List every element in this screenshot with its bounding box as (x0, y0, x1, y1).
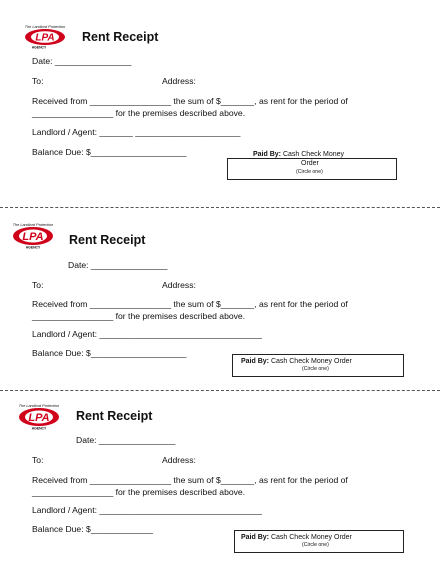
address-field: Address: (162, 455, 196, 465)
balance-due-line: Balance Due: $____________________ (32, 348, 187, 358)
svg-text:The Landlord Protection: The Landlord Protection (24, 25, 66, 29)
cut-line-1 (0, 207, 440, 208)
svg-text:AGENCY: AGENCY (25, 245, 41, 250)
receipt-title: Rent Receipt (76, 409, 153, 423)
received-from-line: Received from _________________ the sum of $_______, as rent for the period of (32, 96, 348, 106)
receipt-title: Rent Receipt (69, 233, 146, 247)
svg-text:The Landlord Protection: The Landlord Protection (12, 223, 54, 227)
to-field: To: (32, 76, 44, 86)
paid-by-options: Paid By: Cash Check Money (253, 151, 345, 158)
receipt-title: Rent Receipt (82, 30, 159, 44)
cut-line-2 (0, 390, 440, 391)
svg-text:LPA: LPA (22, 231, 44, 243)
received-from-line: Received from _________________ the sum of $_______, as rent for the period of (32, 299, 348, 309)
balance-due-line: Balance Due: $____________________ (32, 147, 187, 157)
received-from-line: Received from _________________ the sum of $_______, as rent for the period of (32, 475, 348, 485)
svg-text:AGENCY: AGENCY (31, 45, 47, 50)
premises-line: _________________ for the premises described above. (32, 108, 246, 118)
address-field: Address: (162, 280, 196, 290)
svg-text:LPA: LPA (35, 32, 55, 44)
paid-by-order: Order (301, 160, 319, 167)
svg-text:The Landlord Protection: The Landlord Protection (18, 404, 60, 408)
to-field: To: (32, 280, 44, 290)
landlord-agent-line: Landlord / Agent: __________________________________ (32, 329, 262, 339)
date-field: Date: ________________ (32, 56, 132, 66)
premises-line: _________________ for the premises described above. (32, 487, 246, 497)
circle-one-note: (Circle one) (302, 366, 329, 372)
svg-text:LPA: LPA (28, 412, 50, 424)
premises-line: _________________ for the premises described above. (32, 311, 246, 321)
address-field: Address: (162, 76, 196, 86)
lpa-logo-icon (22, 24, 68, 50)
landlord-agent-line: Landlord / Agent: __________________________________ (32, 505, 262, 515)
balance-due-line: Balance Due: $_____________ (32, 524, 153, 534)
date-field: Date: ________________ (76, 435, 176, 445)
paid-by-options: Paid By: Cash Check Money Order (241, 358, 352, 365)
lpa-logo-icon (16, 403, 62, 435)
landlord-agent-line: Landlord / Agent: _______ ______________________ (32, 127, 241, 137)
paid-by-options: Paid By: Cash Check Money Order (241, 534, 352, 541)
circle-one-note: (Circle one) (296, 169, 323, 175)
to-field: To: (32, 455, 44, 465)
svg-text:AGENCY: AGENCY (31, 426, 47, 431)
lpa-logo-icon (10, 222, 56, 256)
circle-one-note: (Circle one) (302, 542, 329, 548)
date-field: Date: ________________ (68, 260, 168, 270)
